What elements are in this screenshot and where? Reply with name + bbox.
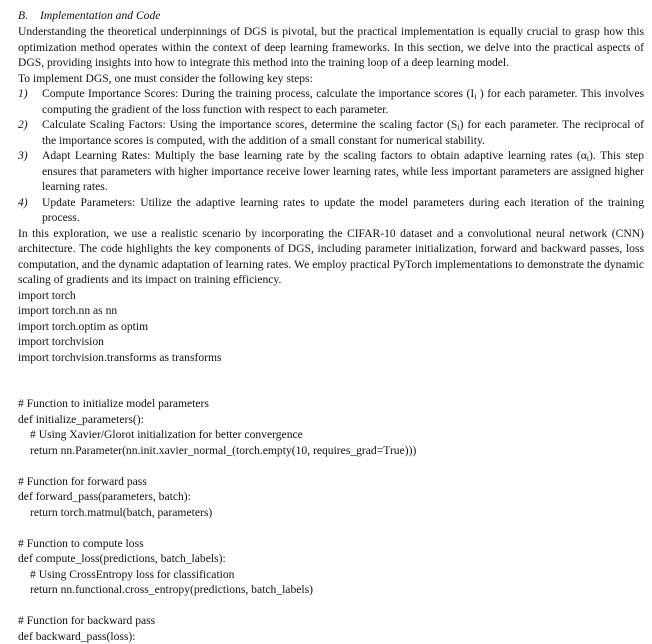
code-blank-line [18, 365, 644, 381]
code-line: import torchvision.transforms as transforms [18, 350, 644, 366]
section-number: B. [18, 8, 40, 24]
code-blank-line [18, 520, 644, 536]
step-subscript: i [587, 154, 589, 163]
step-text: Compute Importance Scores: During the training process, calculate the importance scores (I [42, 87, 474, 100]
code-line: import torchvision [18, 334, 644, 350]
step-label: 1) [18, 86, 28, 102]
code-line: # Function for backward pass [18, 613, 644, 629]
step-item [18, 195, 644, 226]
step-text-cont: ) for each parameter. The reciprocal of the importance scores is computed, with the addition of a small constant for numerical stability. [42, 118, 644, 147]
section-title: Implementation and Code [40, 9, 160, 22]
code-line: return nn.Parameter(nn.init.xavier_normal_(torch.empty(10, requires_grad=True))) [18, 443, 644, 459]
step-subscript: i [457, 123, 459, 132]
code-line: # Function to compute loss [18, 536, 644, 552]
section-heading [18, 8, 644, 24]
code-line: def backward_pass(loss): [18, 629, 644, 644]
code-line: # Using CrossEntropy loss for classification [18, 567, 644, 583]
steps-intro: To implement DGS, one must consider the following key steps: [18, 71, 644, 87]
code-line: def initialize_parameters(): [18, 412, 644, 428]
step-item [18, 148, 644, 195]
code-listing [18, 288, 644, 644]
step-item [18, 117, 644, 148]
code-line: # Using Xavier/Glorot initialization for better convergence [18, 427, 644, 443]
intro-paragraph: Understanding the theoretical underpinnings of DGS is pivotal, but the practical implementation is equally crucial to grasp how this optimization method operates within the context of deep learning frameworks. In this section, we delve into the practical aspects of DGS, providing insights into how to integrate this method into the training loop of a deep learning model. [18, 24, 644, 71]
code-blank-line [18, 458, 644, 474]
code-blank-line [18, 598, 644, 614]
code-blank-line [18, 381, 644, 397]
code-line: # Function to initialize model parameters [18, 396, 644, 412]
step-text: Calculate Scaling Factors: Using the importance scores, determine the scaling factor (S [42, 118, 457, 131]
step-label: 2) [18, 117, 28, 133]
step-subscript: i [474, 92, 476, 101]
code-line: import torch.nn as nn [18, 303, 644, 319]
step-label: 4) [18, 195, 28, 211]
code-line: import torch.optim as optim [18, 319, 644, 335]
code-line: def compute_loss(predictions, batch_labels): [18, 551, 644, 567]
step-label: 3) [18, 148, 28, 164]
code-line: return nn.functional.cross_entropy(predictions, batch_labels) [18, 582, 644, 598]
step-text-cont: ) for each parameter. This involves computing the gradient of the loss function with respect to each parameter. [42, 87, 644, 116]
code-line: return torch.matmul(batch, parameters) [18, 505, 644, 521]
code-line: # Function for forward pass [18, 474, 644, 490]
steps-list [18, 86, 644, 226]
scenario-paragraph: In this exploration, we use a realistic scenario by incorporating the CIFAR-10 dataset and a convolutional neural network (CNN) architecture. The code highlights the key components of DGS, including parameter initialization, forward and backward passes, loss computation, and the dynamic adaptation of learning rates. We employ practical PyTorch implementations to demonstrate the dynamic scaling of gradients and its impact on training efficiency. [18, 226, 644, 288]
code-line: def forward_pass(parameters, batch): [18, 489, 644, 505]
step-text: Update Parameters: Utilize the adaptive learning rates to update the model parameters during each iteration of the training process. [42, 196, 644, 225]
document-page [18, 8, 644, 644]
step-text-cont: ). This step ensures that parameters with higher importance receive lower learning rates, while less important parameters are assigned higher learning rates. [42, 149, 644, 193]
code-line: import torch [18, 288, 644, 304]
step-item [18, 86, 644, 117]
step-text: Adapt Learning Rates: Multiply the base learning rate by the scaling factors to obtain adaptive learning rates (α [42, 149, 587, 162]
